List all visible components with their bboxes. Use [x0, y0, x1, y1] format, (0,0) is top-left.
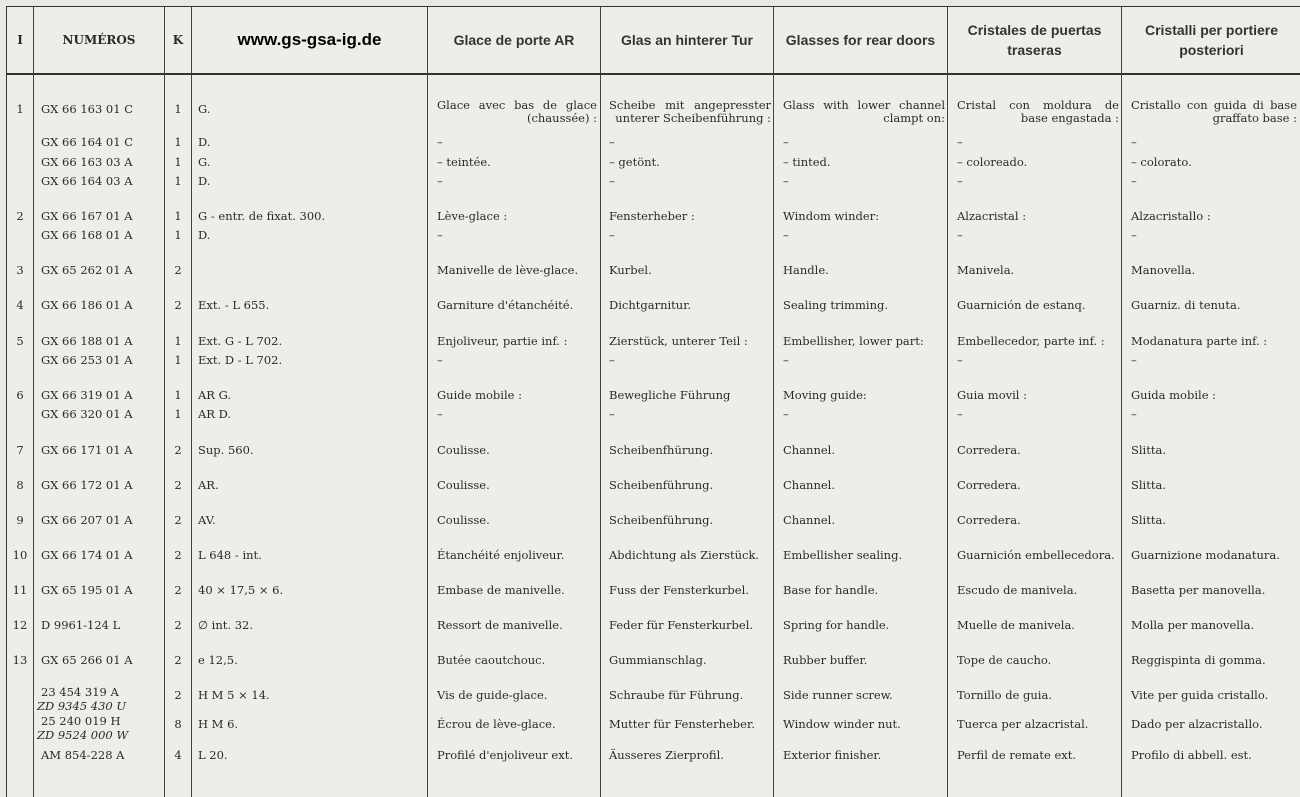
cell-en: Channel.	[783, 513, 836, 527]
cell-number-alt: ZD 9524 000 W	[37, 728, 129, 742]
cell-es: Embellecedor, parte inf. :	[957, 334, 1105, 348]
cell-fr: Lève-glace :	[437, 209, 508, 223]
header-index: I	[17, 33, 23, 47]
cell-es: Corredera.	[957, 478, 1021, 492]
table-row	[7, 352, 1300, 368]
table-row	[7, 227, 1300, 243]
cell-it: –	[1131, 353, 1137, 367]
table-row	[7, 98, 1300, 125]
cell-es: –	[957, 228, 963, 242]
cell-index: 8	[16, 478, 24, 492]
table-row	[7, 685, 1300, 713]
cell-number: GX 66 253 01 A	[41, 353, 133, 367]
table-row	[7, 297, 1300, 313]
table-row	[7, 262, 1300, 278]
cell-fr: Coulisse.	[437, 443, 490, 457]
cell-it: Molla per manovella.	[1131, 618, 1255, 632]
cell-spec: Sup. 560.	[198, 443, 254, 457]
cell-en: Window winder nut.	[783, 717, 901, 731]
cell-it: Reggispinta di gomma.	[1131, 653, 1266, 667]
cell-es: Corredera.	[957, 443, 1021, 457]
cell-de: Äusseres Zierprofil.	[609, 748, 724, 762]
table-row	[7, 477, 1300, 493]
cell-spec: L 20.	[198, 748, 228, 762]
cell-index: 12	[12, 618, 28, 632]
cell-number: 23 454 319 A	[41, 685, 119, 699]
cell-es: Tornillo de guia.	[957, 688, 1052, 702]
table-row	[7, 547, 1300, 563]
cell-en: –	[783, 174, 789, 188]
cell-de: –	[609, 407, 615, 421]
cell-en: Rubber buffer.	[783, 653, 868, 667]
cell-index: 3	[16, 263, 24, 277]
cell-fr: Garniture d'étanchéité.	[437, 298, 574, 312]
cell-qty: 2	[174, 478, 182, 492]
cell-number: GX 66 207 01 A	[41, 513, 133, 527]
cell-it: –	[1131, 228, 1137, 242]
cell-index: 6	[16, 388, 24, 402]
cell-qty: 2	[174, 513, 182, 527]
cell-de: – getönt.	[609, 155, 660, 169]
cell-it: –	[1131, 174, 1137, 188]
cell-en: Sealing trimming.	[783, 298, 889, 312]
cell-es: Alzacristal :	[957, 209, 1027, 223]
cell-de: Scheibenfhürung.	[609, 443, 714, 457]
cell-number: GX 66 320 01 A	[41, 407, 133, 421]
table-row	[7, 652, 1300, 668]
cell-es: Cristal con moldura de base engastada :	[957, 98, 1119, 125]
cell-qty: 1	[174, 407, 182, 421]
table-row	[7, 208, 1300, 224]
cell-index: 7	[16, 443, 24, 457]
cell-en: Channel.	[783, 443, 836, 457]
table-row	[7, 387, 1300, 403]
cell-fr: –	[437, 174, 443, 188]
cell-number: GX 66 164 03 A	[41, 174, 133, 188]
parts-catalog-page	[6, 6, 1300, 797]
cell-de: Abdichtung als Zierstück.	[609, 548, 760, 562]
cell-it: Guarniz. di tenuta.	[1131, 298, 1241, 312]
cell-fr: –	[437, 353, 443, 367]
cell-qty: 1	[174, 155, 182, 169]
cell-es: Guarnición embellecedora.	[957, 548, 1115, 562]
cell-spec: e 12,5.	[198, 653, 238, 667]
cell-es: Perfil de remate ext.	[957, 748, 1077, 762]
cell-it: Modanatura parte inf. :	[1131, 334, 1268, 348]
header-german: Glas an hinterer Tur	[621, 32, 753, 48]
cell-number: GX 66 163 01 C	[41, 102, 134, 116]
cell-spec: Ext. G - L 702.	[198, 334, 283, 348]
cell-spec: Ext. - L 655.	[198, 298, 270, 312]
table-row	[7, 617, 1300, 633]
cell-qty: 2	[174, 688, 182, 702]
cell-de: Feder für Fensterkurbel.	[609, 618, 754, 632]
cell-qty: 1	[174, 353, 182, 367]
cell-de: Scheibenführung.	[609, 478, 714, 492]
cell-es: –	[957, 353, 963, 367]
cell-qty: 1	[174, 334, 182, 348]
cell-es: Escudo de manivela.	[957, 583, 1078, 597]
table-row	[7, 442, 1300, 458]
cell-fr: –	[437, 228, 443, 242]
cell-spec: H M 6.	[198, 717, 239, 731]
cell-fr: Guide mobile :	[437, 388, 522, 402]
header-numbers: NUMÉROS	[62, 33, 136, 47]
cell-en: Base for handle.	[783, 583, 879, 597]
cell-spec: D.	[198, 174, 211, 188]
cell-spec: G.	[198, 155, 211, 169]
cell-en: –	[783, 135, 789, 149]
cell-en: –	[783, 407, 789, 421]
cell-fr: Étanchéité enjoliveur.	[437, 548, 565, 562]
cell-qty: 2	[174, 298, 182, 312]
cell-fr: Vis de guide-glace.	[437, 688, 548, 702]
cell-de: Mutter für Fensterheber.	[609, 717, 755, 731]
cell-number: GX 65 262 01 A	[41, 263, 133, 277]
cell-number: GX 66 168 01 A	[41, 228, 133, 242]
cell-en: Embellisher sealing.	[783, 548, 903, 562]
cell-spec: D.	[198, 228, 211, 242]
cell-fr: –	[437, 135, 443, 149]
cell-fr: Manivelle de lève-glace.	[437, 263, 579, 277]
cell-index: 5	[16, 334, 24, 348]
cell-qty: 4	[174, 748, 182, 762]
cell-spec: 40 × 17,5 × 6.	[198, 583, 284, 597]
cell-number: GX 65 266 01 A	[41, 653, 133, 667]
cell-en: Windom winder:	[783, 209, 880, 223]
cell-number: AM 854-228 A	[41, 748, 125, 762]
cell-de: –	[609, 174, 615, 188]
cell-de: Zierstück, unterer Teil :	[609, 334, 748, 348]
header-english: Glasses for rear doors	[785, 32, 936, 48]
cell-es: Guarnición de estanq.	[957, 298, 1086, 312]
cell-number: GX 65 195 01 A	[41, 583, 133, 597]
cell-it: Slitta.	[1131, 513, 1166, 527]
cell-fr: – teintée.	[437, 155, 491, 169]
table-row	[7, 512, 1300, 528]
cell-fr: Glace avec bas de glace (chaussée) :	[437, 98, 597, 125]
cell-en: – tinted.	[783, 155, 831, 169]
cell-index: 1	[16, 102, 24, 116]
cell-es: Guia movil :	[957, 388, 1027, 402]
cell-qty: 1	[174, 228, 182, 242]
cell-es: Muelle de manivela.	[957, 618, 1075, 632]
cell-it: Basetta per manovella.	[1131, 583, 1266, 597]
cell-fr: Coulisse.	[437, 513, 490, 527]
cell-spec: ∅ int. 32.	[198, 618, 253, 632]
cell-it: Guida mobile :	[1131, 388, 1217, 402]
table-row	[7, 134, 1300, 150]
cell-number: GX 66 174 01 A	[41, 548, 133, 562]
cell-qty: 2	[174, 583, 182, 597]
cell-es: Tuerca per alzacristal.	[957, 717, 1089, 731]
cell-spec: G.	[198, 102, 211, 116]
cell-it: Cristallo con guida di base graffato base :	[1131, 98, 1297, 125]
cell-fr: –	[437, 407, 443, 421]
cell-index: 13	[12, 653, 28, 667]
cell-index: 2	[16, 209, 24, 223]
cell-fr: Profilé d'enjoliveur ext.	[437, 748, 573, 762]
cell-en: Moving guide:	[783, 388, 867, 402]
cell-es: Corredera.	[957, 513, 1021, 527]
cell-number: 25 240 019 H	[41, 714, 121, 728]
cell-en: Glass with lower channel clampt on:	[783, 98, 945, 125]
cell-de: Scheibenführung.	[609, 513, 714, 527]
cell-de: Gummianschlag.	[609, 653, 707, 667]
header-rule	[7, 73, 1300, 75]
cell-es: –	[957, 174, 963, 188]
header-french: Glace de porte AR	[453, 32, 575, 48]
cell-fr: Coulisse.	[437, 478, 490, 492]
cell-index: 11	[12, 583, 28, 597]
table-row	[7, 173, 1300, 189]
cell-spec: AR.	[198, 478, 219, 492]
website-label: www.gs-gsa-ig.de	[237, 30, 382, 49]
header-spanish: Cristales de puertas traseras	[967, 22, 1102, 58]
cell-qty: 1	[174, 102, 182, 116]
cell-spec: AR G.	[198, 388, 232, 402]
cell-en: –	[783, 353, 789, 367]
cell-de: Scheibe mit angepresster unterer Scheibenführung :	[609, 98, 771, 125]
cell-en: Embellisher, lower part:	[783, 334, 924, 348]
cell-index: 4	[16, 298, 24, 312]
cell-it: – colorato.	[1131, 155, 1192, 169]
cell-number: GX 66 164 01 C	[41, 135, 134, 149]
cell-number: GX 66 188 01 A	[41, 334, 133, 348]
cell-qty: 1	[174, 174, 182, 188]
cell-number: GX 66 171 01 A	[41, 443, 133, 457]
cell-qty: 2	[174, 443, 182, 457]
cell-en: Side runner screw.	[783, 688, 893, 702]
cell-it: Guarnizione modanatura.	[1131, 548, 1280, 562]
cell-de: Bewegliche Führung	[609, 388, 731, 402]
cell-qty: 1	[174, 388, 182, 402]
cell-spec: Ext. D - L 702.	[198, 353, 283, 367]
cell-qty: 2	[174, 618, 182, 632]
cell-de: Schraube für Führung.	[609, 688, 744, 702]
cell-qty: 1	[174, 135, 182, 149]
cell-en: Channel.	[783, 478, 836, 492]
cell-fr: Butée caoutchouc.	[437, 653, 546, 667]
cell-fr: Écrou de lève-glace.	[437, 717, 556, 731]
cell-index: 9	[16, 513, 24, 527]
cell-es: – coloreado.	[957, 155, 1028, 169]
cell-it: Slitta.	[1131, 443, 1166, 457]
cell-en: Handle.	[783, 263, 829, 277]
cell-spec: H M 5 × 14.	[198, 688, 270, 702]
cell-en: Spring for handle.	[783, 618, 890, 632]
cell-qty: 2	[174, 653, 182, 667]
cell-number: GX 66 319 01 A	[41, 388, 133, 402]
cell-spec: AR D.	[198, 407, 232, 421]
cell-fr: Embase de manivelle.	[437, 583, 565, 597]
cell-de: –	[609, 135, 615, 149]
cell-number: GX 66 167 01 A	[41, 209, 133, 223]
cell-es: –	[957, 407, 963, 421]
cell-de: –	[609, 228, 615, 242]
table-row	[7, 747, 1300, 763]
cell-de: Fuss der Fensterkurbel.	[609, 583, 749, 597]
cell-spec: L 648 - int.	[198, 548, 262, 562]
cell-it: Vite per guida cristallo.	[1131, 688, 1269, 702]
cell-number: GX 66 172 01 A	[41, 478, 133, 492]
cell-number: GX 66 163 03 A	[41, 155, 133, 169]
cell-number-alt: ZD 9345 430 U	[37, 699, 127, 713]
cell-it: Dado per alzacristallo.	[1131, 717, 1263, 731]
table-row	[7, 714, 1300, 742]
cell-it: –	[1131, 407, 1137, 421]
cell-es: –	[957, 135, 963, 149]
table-row	[7, 406, 1300, 422]
cell-number: GX 66 186 01 A	[41, 298, 133, 312]
cell-number: D 9961-124 L	[41, 618, 121, 632]
cell-de: –	[609, 353, 615, 367]
table-row	[7, 154, 1300, 170]
cell-qty: 2	[174, 548, 182, 562]
cell-de: Dichtgarnitur.	[609, 298, 692, 312]
cell-qty: 1	[174, 209, 182, 223]
cell-it: –	[1131, 135, 1137, 149]
cell-it: Alzacristallo :	[1131, 209, 1211, 223]
cell-es: Manivela.	[957, 263, 1015, 277]
header-italian: Cristalli per portiere posteriori	[1144, 22, 1279, 58]
cell-it: Slitta.	[1131, 478, 1166, 492]
cell-qty: 8	[174, 717, 182, 731]
header-k: K	[172, 33, 184, 47]
cell-index: 10	[12, 548, 28, 562]
cell-spec: D.	[198, 135, 211, 149]
cell-it: Profilo di abbell. est.	[1131, 748, 1252, 762]
cell-es: Tope de caucho.	[957, 653, 1052, 667]
cell-de: Fensterheber :	[609, 209, 695, 223]
cell-fr: Enjoliveur, partie inf. :	[437, 334, 568, 348]
table-row	[7, 333, 1300, 349]
cell-de: Kurbel.	[609, 263, 652, 277]
cell-en: –	[783, 228, 789, 242]
cell-spec: G - entr. de fixat. 300.	[198, 209, 326, 223]
table-row	[7, 582, 1300, 598]
cell-spec: AV.	[198, 513, 216, 527]
cell-qty: 2	[174, 263, 182, 277]
cell-it: Manovella.	[1131, 263, 1196, 277]
cell-fr: Ressort de manivelle.	[437, 618, 563, 632]
cell-en: Exterior finisher.	[783, 748, 882, 762]
